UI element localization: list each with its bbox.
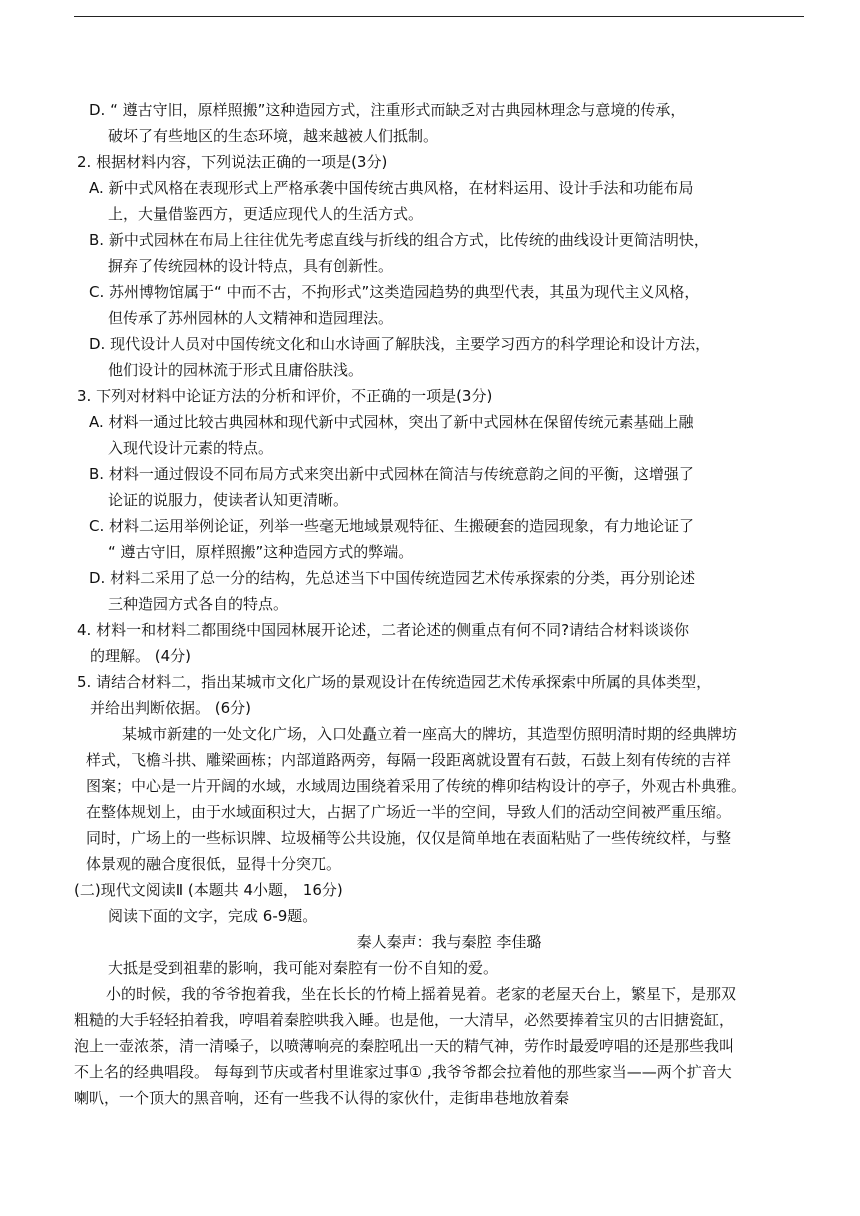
- text-line: 上，大量借鉴西方，更适应现代人的生活方式。: [108, 205, 424, 223]
- text-line: 破坏了有些地区的生态环境，越来越被人们抵制。: [108, 127, 439, 145]
- text-line: 秦人秦声：我与秦腔 李佳璐: [356, 933, 542, 951]
- text-line: 阅读下面的文字，完成 6-9题。: [108, 907, 318, 925]
- text-line: 摒弃了传统园林的设计特点，具有创新性。: [108, 257, 394, 275]
- text-line: 并给出判断依据。 (6分): [90, 699, 252, 717]
- text-line: 粗糙的大手轻轻拍着我，哼唱着秦腔哄我入睡。也是他，一大清早，必然要捧着宝贝的古旧搪瓷缸，: [74, 1011, 735, 1029]
- text-line: 在整体规划上，由于水域面积过大，占据了广场近一半的空间，导致人们的活动空间被严重压缩。: [86, 803, 732, 821]
- text-line: 4. 材料一和材料二都围绕中国园林展开论述，二者论述的侧重点有何不同?请结合材料谈谈你: [77, 621, 690, 639]
- text-line: 样式，飞檐斗拱、雕梁画栋；内部道路两旁，每隔一段距离就设置有石鼓，石鼓上刻有传统的吉祥: [86, 751, 732, 769]
- text-line: 论证的说服力，使读者认知更清晰。: [108, 491, 349, 509]
- text-line: 图案；中心是一片开阔的水域，水域周边围绕着采用了传统的榫卯结构设计的亭子，外观古朴典雅。: [86, 777, 747, 795]
- text-line: 3. 下列对材料中论证方法的分析和评价，不正确的一项是(3分): [77, 387, 493, 405]
- text-line: 5. 请结合材料二，指出某城市文化广场的景观设计在传统造园艺术传承探索中所属的具体类型，: [77, 673, 712, 691]
- text-line: B. 材料一通过假设不同布局方式来突出新中式园林在简洁与传统意韵之间的平衡，这增强了: [89, 465, 694, 483]
- text-line: C. 材料二运用举例论证，列举一些毫无地域景观特征、生搬硬套的造园现象，有力地论证了: [89, 517, 695, 535]
- text-line: D. “ 遵古守旧，原样照搬”这种造园方式，注重形式而缺乏对古典园林理念与意境的传承，: [89, 101, 686, 119]
- header-rule: [74, 16, 804, 17]
- text-line: 的理解。 (4分): [90, 647, 192, 665]
- text-line: D. 现代设计人员对中国传统文化和山水诗画了解肤浅，主要学习西方的科学理论和设计方法，: [89, 335, 711, 353]
- text-line: (二)现代文阅读Ⅱ (本题共 4小题， 16分): [74, 881, 343, 899]
- text-line: 喇叭，一个顶大的黑音响，还有一些我不认得的家伙什，走街串巷地放着秦: [74, 1089, 570, 1107]
- text-line: D. 材料二采用了总一分的结构，先总述当下中国传统造园艺术传承探索的分类，再分别论述: [89, 569, 696, 587]
- document-page: [74, 97, 804, 1111]
- text-line: 不上名的经典唱段。 每每到节庆或者村里谁家过事① ,我爷爷都会拉着他的那些家当——两个扩音大: [74, 1063, 732, 1081]
- text-line: 他们设计的园林流于形式且庸俗肤浅。: [108, 361, 364, 379]
- text-line: 入现代设计元素的特点。: [108, 439, 274, 457]
- text-line: 某城市新建的一处文化广场，入口处矗立着一座高大的牌坊，其造型仿照明清时期的经典牌坊: [122, 725, 738, 743]
- text-line: B. 新中式园林在布局上往往优先考虑直线与折线的组合方式，比传统的曲线设计更简洁明快，: [89, 231, 709, 249]
- text-line: 体景观的融合度很低，显得十分突兀。: [86, 855, 342, 873]
- text-line: 同时，广场上的一些标识牌、垃圾桶等公共设施，仅仅是简单地在表面粘贴了一些传统纹样，与整: [86, 829, 732, 847]
- text-line: “ 遵古守旧，原样照搬”这种造园方式的弊端。: [108, 543, 414, 561]
- text-line: 大抵是受到祖辈的影响，我可能对秦腔有一份不自知的爱。: [108, 959, 499, 977]
- text-line: 小的时候，我的爷爷抱着我，坐在长长的竹椅上摇着晃着。老家的老屋天台上，繁星下，是那双: [106, 985, 737, 1003]
- text-line: 泡上一壶浓茶，清一清嗓子，以喷薄响亮的秦腔吼出一天的精气神，劳作时最爱哼唱的还是那些我叫: [74, 1037, 735, 1055]
- text-line: 三种造园方式各自的特点。: [108, 595, 289, 613]
- text-line: 2. 根据材料内容，下列说法正确的一项是(3分): [77, 153, 388, 171]
- text-line: 但传承了苏州园林的人文精神和造园理法。: [108, 309, 394, 327]
- text-line: A. 新中式风格在表现形式上严格承袭中国传统古典风格，在材料运用、设计手法和功能布局: [89, 179, 694, 197]
- text-line: A. 材料一通过比较古典园林和现代新中式园林，突出了新中式园林在保留传统元素基础上融: [89, 413, 694, 431]
- text-line: C. 苏州博物馆属于“ 中而不古，不拘形式”这类造园趋势的典型代表，其虽为现代主义风格，: [89, 283, 700, 301]
